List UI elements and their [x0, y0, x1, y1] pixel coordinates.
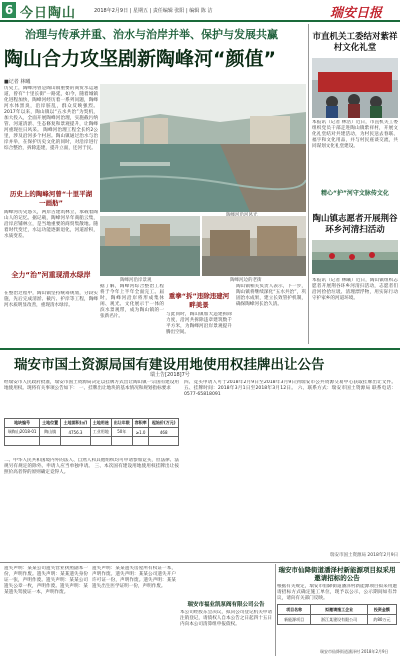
invite-table-header-cell: 项目名称	[278, 605, 311, 615]
land-table-cell	[61, 437, 91, 446]
land-table-cell: 50年	[111, 428, 132, 437]
announcement-item2: 二、中华人民共和国境内外的法人、自然人和其他组织均可申请参加竞买，但法律、法规另有规定的除外。申请人应当单独申请。	[4, 458, 179, 469]
side2-text: 在整治过程中，陶山镇坚持统筹规划，分段实施，先后完成清淤、截污、护岸等工程，陶峰河水质明显改善，重现清水绿岸。	[4, 291, 98, 308]
right-story1-title: 市直机关工委结对紫祥村文化礼堂	[312, 32, 398, 53]
photo-volunteers	[312, 240, 398, 274]
land-table-cell: ≥1.0	[132, 428, 149, 437]
date-line: 2018年2月9日 | 星期五 | 责任编辑 张阳 | 编辑 陈 洁	[94, 8, 213, 14]
side4-title: 精心“护”河守文脉传文化	[321, 190, 389, 197]
page-header	[0, 0, 400, 22]
land-table-row	[5, 437, 179, 446]
lead-column-2: 据了解，陶峰河综合整治工程将于今年上半年全面完工。届时，陶峰河沿岸将形成集休闲、观光、文化展示于一体的滨水景观带，成为陶山镇的一张新名片。	[100, 284, 164, 319]
lead-byline: ■记者 林曦	[4, 79, 31, 85]
invite-table-header-cell: 拟邀请施工企业	[311, 605, 368, 615]
photo-riverbank	[100, 216, 200, 276]
photo-cultural-hall	[312, 58, 398, 118]
invite-table-row	[278, 615, 397, 625]
invite-table-cell: 约80万元	[367, 615, 396, 625]
lead-para-2: 2017年以来，陶山镇以“五水共治”为契机，加大投入，全面开展陶峰河治理，实施截污纳管、河道清淤、生态修复和景观提升，让陶峰河重现往日风采。	[4, 110, 98, 133]
side1-title: 历史上的陶峰河曾“十里平湖一画舫”	[9, 190, 93, 207]
announcement-intro	[4, 380, 179, 416]
announcement-item1: 一、挂牌出让地块的基本情况和规划指标要求	[78, 386, 171, 391]
photo-river-view	[100, 84, 306, 212]
land-table-header-row	[5, 419, 179, 428]
announcement-title: 瑞安市国土资源局国有建设用地使用权挂牌出让公告	[14, 357, 325, 373]
notice-separator	[0, 562, 400, 563]
announcement-sign: 瑞安市国土资源局 2018年2月9日	[330, 553, 399, 558]
invite-table	[277, 604, 397, 625]
land-table-cell: 瑞陶山2018-01	[5, 428, 40, 437]
newspaper-logo: 瑞安日报	[330, 6, 383, 21]
land-table-header-cell: 出让年限	[111, 419, 132, 428]
right-story1-text: 本报讯（记者 林浩）近日，市直机关工委组织党员干部走进陶山镇紫祥村，开展文化礼堂结对共建活动，为村民送去春联、福字和文化用品，并与村民座谈交流，共同谋划文化礼堂建设。	[312, 120, 398, 149]
land-table-header-cell: 土地用途	[90, 419, 111, 428]
land-table-cell	[5, 437, 40, 446]
land-table-header-cell: 容积率	[132, 419, 149, 428]
land-table-cell	[90, 437, 111, 446]
side3-title: 重拳“拆”违除违建河畔美景	[168, 292, 230, 309]
land-table-cell	[149, 437, 179, 446]
side3-text: 与此同时，陶山镇加大违建拆除力度，沿河共拆除违章建筑数千平方米，为陶峰河沿岸景观提升腾出空间。	[166, 312, 232, 335]
land-table-cell	[132, 437, 149, 446]
lead-para-3: 陶峰河治理工程全长约2公里，涉及沿河多个村居。陶山镇通过治水与治岸并举，在保护历史文化的同时，对沿岸进行综合整治，拆除违建，提升立面，还河于民。	[4, 128, 98, 151]
land-table-cell: 4756.3	[61, 428, 91, 437]
land-table-row	[5, 428, 179, 437]
announcement-body-right	[184, 380, 396, 548]
invite-table-header-row	[278, 605, 397, 615]
page-number: 6	[2, 2, 16, 18]
land-table-cell	[111, 437, 132, 446]
announcement-item3: 三、本次国有建设用地使用权挂牌出让按照价高者得的原则确定竞得人。	[4, 464, 179, 475]
land-table-cell: 陶山镇	[40, 428, 61, 437]
bottom-right-title: 瑞安市仙降街道潘泽村新能源项目拟采用邀请招标的公告	[278, 566, 396, 582]
land-table-cell: 468	[149, 428, 179, 437]
side1-text: 陶峰河历史悠久，两岸古建筑林立，承载着陶山人的记忆。据记载，陶峰河早年商船云集，沿岸店铺林立，是当地重要的商贸集散地。随着时代变迁，水运功能逐渐退化，河道淤积，水质变差。	[4, 210, 98, 239]
lead-para-1: 历史上，陶峰河曾是陶山镇重要的商贸水运通道，曾有“十里长街”一路延，如今，随着城镇化进程加快，陶峰河经历着一系列问题，陶峰河水体黑臭，沿岸脏乱，群众反映强烈。	[4, 86, 98, 109]
section-separator	[0, 348, 400, 350]
right-story2-text: 本报讯（记者 林曦）近日，陶山镇组织志愿者开展荆谷环乡河清扫活动，志愿者们沿河捡拾垃圾、清理漂浮物，用实际行动守护家乡的河道环境。	[312, 278, 398, 301]
land-table-header-cell: 起始价(万元)	[149, 419, 179, 428]
invite-table-cell: 新能源项目	[278, 615, 311, 625]
land-table-cell: 工业用地	[90, 428, 111, 437]
invite-table-header-cell: 投资金额	[367, 605, 396, 615]
company-notice-text: 本公司经股东会决议，拟向公司登记机关申请注销登记，请债权人自本公告之日起四十五日内向本公司清算组申报债权。	[180, 610, 272, 627]
land-table-header-cell: 地块编号	[5, 419, 40, 428]
announcement-item5: 五、挂牌时间：2018年3月1日至2018年3月12日。	[184, 386, 297, 391]
land-table	[4, 418, 179, 446]
photo2-caption: 陶峰河沿岸景观	[120, 278, 152, 283]
land-table-cell	[40, 437, 61, 446]
bottom-right-text: 根据有关规定，瑞安市仙降街道潘泽村新能源项目拟采用邀请招标方式确定施工单位，现予以公示，公示期间如有异议，请向有关部门反映。	[277, 584, 397, 601]
photo3-caption: 陶峰河边的老街	[230, 278, 262, 283]
announcement-body-left	[4, 458, 179, 550]
right-story2-title: 陶山镇志愿者开展荆谷环乡河清扫活动	[312, 214, 398, 235]
bottom-divider	[275, 564, 276, 656]
announcement-number: 瑞土告[2018]7号	[150, 372, 190, 378]
land-table-header-cell: 土地位置	[40, 419, 61, 428]
announcement-item4: 四、竞买申请人可于2018年2月9日至2018年3月9日到瑞安市公共资源交易中心获取挂牌出让文件。	[184, 380, 396, 385]
company-notice-title: 瑞安市福业凯泵阀有限公司公告	[187, 602, 265, 608]
column-divider	[308, 24, 309, 344]
notice-list-1: 遗失声明：某某公司遗失营业执照副本一份，声明作废。遗失声明：某某遗失身份证一张，声明作废。遗失声明：某某公司遗失公章一枚，声明作废。遗失声明：某某遗失驾驶证一本，声明作废。	[4, 566, 88, 595]
invite-table-cell: 浙江某建设有限公司	[311, 615, 368, 625]
lead-subheadline: 治理与传承并重、治水与治岸并举、保护与发展共赢	[25, 28, 278, 41]
announcement-intro-text: 经瑞安市人民政府批准，瑞安市国土资源局决定以挂牌方式出让陶山镇一宗国有建设用地使用权。现将有关事项公告如下：	[4, 380, 179, 391]
notice-list-2: 遗失声明：某某遗失房屋所有权证一本，声明作废。遗失声明：某某公司遗失开户许可证一份，声明作废。遗失声明：某某遗失出生医学证明一份，声明作废。	[92, 566, 176, 589]
land-table-header-cell: 土地面积(㎡)	[61, 419, 91, 428]
bottom-right-sign: 瑞安市仙降街道潘泽村 2018年2月9日	[320, 649, 389, 654]
photo-old-street	[202, 216, 306, 276]
lead-headline: 陶山合力攻坚剧新陶峰河“颜值”	[4, 48, 276, 70]
lead-column-1	[4, 86, 98, 186]
lead-column-3: 陶山镇相关负责人表示，下一步，陶山镇将继续深化“五水共治”，巩固治水成果，建立长效管护机制，确保陶峰河长治久清。	[236, 284, 306, 307]
section-title: 今日陶山	[20, 6, 77, 21]
announcement-item6: 六、联系方式：瑞安市国土资源局 联系电话：0577-65818091	[184, 386, 396, 397]
side2-title: 全力“治”河重现清水绿岸	[11, 271, 91, 279]
